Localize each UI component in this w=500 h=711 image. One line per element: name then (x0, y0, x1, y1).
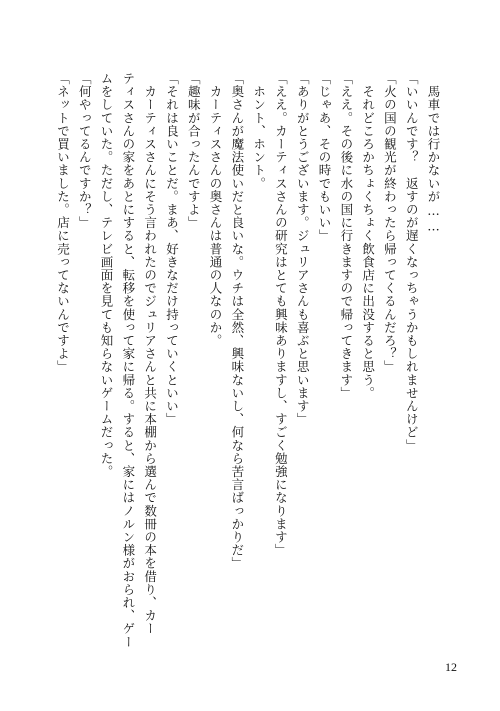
text-line: 「趣味が合ったんですよ」 (186, 72, 202, 230)
text-line: 「じゃあ、その時でもいい」 (317, 72, 333, 243)
text-line: 「ネットで買いました。店に売ってないんですよ」 (55, 72, 71, 374)
page-number: 12 (445, 660, 457, 674)
text-line: それどころかちょくちょく飲食店に出没すると思う。 (360, 72, 376, 400)
text-line: 「いいんです？ 返すのが遅くなっちゃうかもしれませんけど」 (404, 72, 420, 452)
text-line: 「ええ。カーティスさんの研究はとても興味ありますし、すごく勉強になります」 (273, 72, 289, 557)
text-line: ムをしていた。ただし、テレビ画面を見ても知らないゲームだった。 (99, 72, 115, 479)
vertical-body-text (55, 72, 444, 649)
text-line: 「ありがとうございます。ジュリアさんも喜ぶと思います」 (295, 72, 311, 426)
text-line: ホント、ホント。 (251, 72, 267, 190)
text-line: ティスさんの家をあとにすると、転移を使って家に帰る。すると、家にはノルン様がおられ、ゲー (120, 72, 136, 649)
text-line: 馬車では行かないが…… (426, 72, 441, 235)
text-line: 「火の国の観光が終わったら帰ってくるんだろ？」 (382, 72, 398, 374)
text-line: 「何やってるんですか？」 (77, 72, 93, 230)
text-line: 「ええ。その後に水の国に行きますので帰ってきます」 (338, 72, 354, 400)
text-line: 「それは良いことだ。まあ、好きなだけ持っていくといい」 (164, 72, 180, 426)
text-line: 「奥さんが魔法使いだと良いな。ウチは全然、興味ないし、何なら苦言ばっかりだ」 (229, 72, 245, 570)
text-line: カーティスさんの奥さんは普通の人なのか。 (208, 72, 224, 348)
text-line: カーティスさんにそう言われたのでジュリアさんと共に本棚から選んで数冊の本を借り、カー (142, 72, 158, 636)
